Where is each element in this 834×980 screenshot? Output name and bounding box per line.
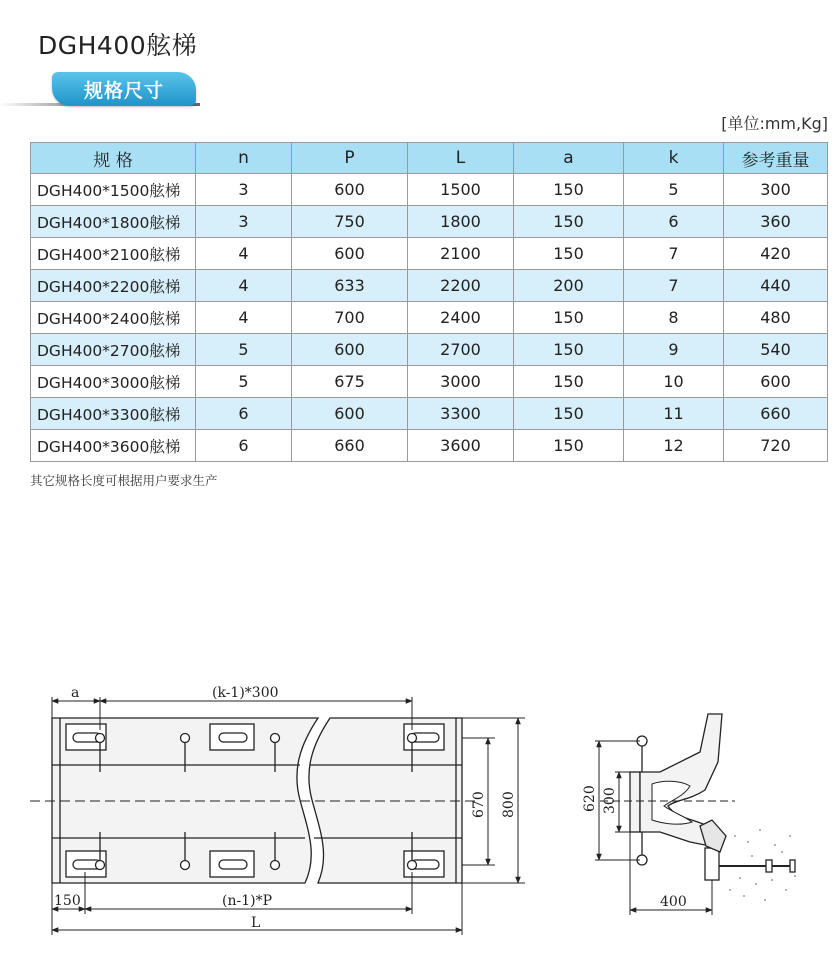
cell-spec: DGH400*2200舷梯 <box>31 270 196 302</box>
cell-p: 660 <box>292 430 408 462</box>
cell-spec: DGH400*2400舷梯 <box>31 302 196 334</box>
col-header-spec: 规 格 <box>31 143 196 174</box>
cell-a: 150 <box>514 366 624 398</box>
cell-l: 1800 <box>408 206 514 238</box>
cell-spec: DGH400*1800舷梯 <box>31 206 196 238</box>
cell-k: 7 <box>624 238 724 270</box>
dim-300-label: 300 <box>602 787 618 814</box>
cell-l: 3300 <box>408 398 514 430</box>
dim-k-spacing-label: (k-1)*300 <box>212 685 279 701</box>
cell-k: 10 <box>624 366 724 398</box>
cell-p: 633 <box>292 270 408 302</box>
dim-400-label: 400 <box>660 894 687 910</box>
cell-a: 150 <box>514 302 624 334</box>
cell-p: 600 <box>292 238 408 270</box>
col-header-weight: 参考重量 <box>724 143 828 174</box>
dim-a-label: a <box>71 685 80 701</box>
cell-n: 6 <box>196 398 292 430</box>
side-view <box>600 714 795 880</box>
cell-l: 2100 <box>408 238 514 270</box>
cell-n: 5 <box>196 366 292 398</box>
cell-l: 3600 <box>408 430 514 462</box>
cell-a: 150 <box>514 398 624 430</box>
dim-150-label: 150 <box>54 893 81 909</box>
cell-l: 2200 <box>408 270 514 302</box>
cell-a: 150 <box>514 174 624 206</box>
cell-k: 11 <box>624 398 724 430</box>
cell-p: 700 <box>292 302 408 334</box>
cell-p: 600 <box>292 398 408 430</box>
col-header-n: n <box>196 143 292 174</box>
cell-k: 8 <box>624 302 724 334</box>
col-header-a: a <box>514 143 624 174</box>
front-view <box>30 718 475 883</box>
cell-spec: DGH400*3300舷梯 <box>31 398 196 430</box>
unit-label: [单位:mm,Kg] <box>721 114 828 133</box>
cell-k: 6 <box>624 206 724 238</box>
cell-n: 3 <box>196 174 292 206</box>
cell-spec: DGH400*3600舷梯 <box>31 430 196 462</box>
cell-n: 4 <box>196 270 292 302</box>
cell-n: 6 <box>196 430 292 462</box>
cell-spec: DGH400*3000舷梯 <box>31 366 196 398</box>
page-title: DGH400舷梯 <box>38 31 198 60</box>
cell-weight: 720 <box>724 430 828 462</box>
cell-weight: 440 <box>724 270 828 302</box>
dim-670-label: 670 <box>471 791 487 818</box>
cell-n: 5 <box>196 334 292 366</box>
cell-p: 750 <box>292 206 408 238</box>
dim-800-label: 800 <box>501 791 517 818</box>
cell-weight: 480 <box>724 302 828 334</box>
dim-n-spacing-label: (n-1)*P <box>222 893 272 909</box>
cell-k: 12 <box>624 430 724 462</box>
cell-weight: 360 <box>724 206 828 238</box>
cell-k: 7 <box>624 270 724 302</box>
cell-a: 150 <box>514 238 624 270</box>
cell-weight: 420 <box>724 238 828 270</box>
cell-weight: 540 <box>724 334 828 366</box>
footnote: 其它规格长度可根据用户要求生产 <box>30 473 218 488</box>
dim-620-label: 620 <box>582 785 598 812</box>
cell-n: 3 <box>196 206 292 238</box>
cell-l: 2400 <box>408 302 514 334</box>
cell-p: 600 <box>292 334 408 366</box>
cell-p: 675 <box>292 366 408 398</box>
cell-weight: 600 <box>724 366 828 398</box>
cell-spec: DGH400*2700舷梯 <box>31 334 196 366</box>
cell-a: 150 <box>514 334 624 366</box>
cell-a: 150 <box>514 206 624 238</box>
col-header-l: L <box>408 143 514 174</box>
cell-p: 600 <box>292 174 408 206</box>
cell-spec: DGH400*2100舷梯 <box>31 238 196 270</box>
cell-k: 9 <box>624 334 724 366</box>
cell-l: 2700 <box>408 334 514 366</box>
cell-l: 3000 <box>408 366 514 398</box>
cell-a: 200 <box>514 270 624 302</box>
section-badge: 规格尺寸 <box>52 72 196 106</box>
col-header-p: P <box>292 143 408 174</box>
cell-n: 4 <box>196 238 292 270</box>
cell-weight: 300 <box>724 174 828 206</box>
cell-a: 150 <box>514 430 624 462</box>
cell-k: 5 <box>624 174 724 206</box>
col-header-k: k <box>624 143 724 174</box>
cell-l: 1500 <box>408 174 514 206</box>
cell-weight: 660 <box>724 398 828 430</box>
cell-n: 4 <box>196 302 292 334</box>
dim-length-label: L <box>251 915 261 931</box>
cell-spec: DGH400*1500舷梯 <box>31 174 196 206</box>
